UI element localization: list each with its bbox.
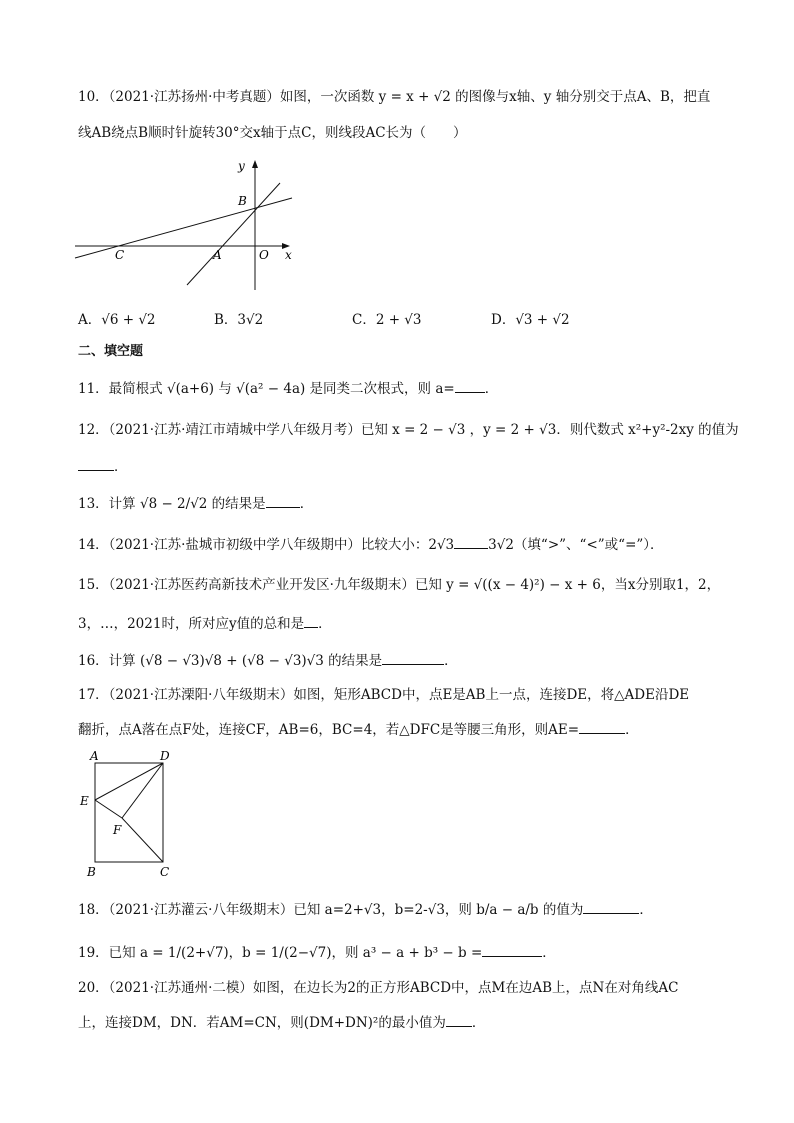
q10-fig-C: C [115,248,125,262]
q11-text: 11．最简根式 √(a+6) 与 √(a² − 4a) 是同类二次根式，则 a= [78,381,455,397]
q17-text: 翻折，点A落在点F处，连接CF，AB=6，BC=4，若△DFC是等腰三角形，则AE= [78,722,580,738]
q13-text: 13．计算 √8 − 2/√2 的结果是 [78,496,266,512]
q10-fig-O: O [259,248,269,262]
q20-tail: ． [471,1015,486,1031]
q15-line1: 15．（2021·江苏医药高新技术产业开发区·九年级期末）已知 y = √((x − 4)²) − x + 6，当x分别取1，2， [78,577,721,593]
q13 [78,494,313,513]
q10-line2: 线AB绕点B顺时针旋转30°交x轴于点C，则线段AC长为（ ） [78,125,467,141]
q15-text: 3，…，2021时，所对应y值的总和是 [78,616,305,632]
q20-line1: 20．（2021·江苏通州·二模）如图，在边长为2的正方形ABCD中，点M在边AB上，点N在对角线AC [78,980,679,996]
q10-fig-x: x [285,248,292,262]
q14-blank [454,535,488,549]
q20-text: 上，连接DM，DN．若AM=CN，则(DM+DN)²的最小值为 [78,1015,446,1031]
q12-tail: ． [114,459,128,475]
q19-text: 19．已知 a = 1/(2+√7)，b = 1/(2−√7)，则 a³ − a + b³ − b = [78,945,483,961]
q19-blank [482,943,542,957]
q14 [78,535,664,554]
q10-option-b: B．3√2 [214,312,264,328]
q16-blank [382,651,444,665]
q17-line2 [78,720,639,739]
q18-text: 18．（2021·江苏灌云·八年级期末）已知 a=2+√3，b=2-√3，则 b/a − a/b 的值为 [78,902,584,918]
q17-fig-A: A [90,749,99,763]
q16 [78,651,458,670]
q11-blank [455,379,485,393]
q12-blank [78,457,114,471]
q18-tail: ． [639,902,653,918]
q11-tail: ． [484,381,499,397]
q10-fig-y: y [238,159,245,173]
q17-blank [579,720,625,734]
q15-blank [304,614,318,628]
q14-text: 14．（2021·江苏·盐城市初级中学八年级期中）比较大小：2√3 [78,537,455,553]
q19-tail: ． [542,945,556,961]
q10-option-c: C．2 + √3 [352,312,422,328]
q15-line2 [78,614,332,633]
q17-fig-B: B [87,865,96,879]
q17-fig-F: F [113,823,122,837]
q20-line2 [78,1013,485,1032]
q13-blank [266,494,300,508]
q18-blank [583,900,639,914]
q19 [78,943,556,962]
q12-line1: 12．（2021·江苏·靖江市靖城中学八年级月考）已知 x = 2 − √3 ，y = 2 + √3．则代数式 x²+y²-2xy 的值为 [78,422,739,438]
q10-figure [70,155,300,295]
q20-blank [446,1013,472,1027]
q17-tail: ． [625,722,639,738]
q11 [78,379,498,398]
section-heading: 二、填空题 [78,344,144,359]
q14-tail: 3√2（填“>”、“<”或“=”）． [488,537,664,553]
q13-tail: ． [299,496,314,512]
q18 [78,900,653,919]
q17-fig-E: E [80,794,89,808]
q17-fig-D: D [160,749,170,763]
q10-option-d: D．√3 + √2 [491,312,570,328]
q10-fig-B: B [238,194,247,208]
q16-tail: ． [444,653,458,669]
q15-tail: ． [318,616,332,632]
q17-figure [75,748,185,880]
q17-line1: 17．（2021·江苏溧阳·八年级期末）如图，矩形ABCD中，点E是AB上一点，连接DE，将△ADE沿DE [78,687,690,703]
q10-line1: 10．（2021·江苏扬州·中考真题）如图，一次函数 y = x + √2 的图像与x轴、y 轴分别交于点A、B，把直 [78,89,711,105]
q17-fig-C: C [160,865,170,879]
q10-fig-A: A [213,248,222,262]
q16-text: 16．计算 (√8 − √3)√8 + (√8 − √3)√3 的结果是 [78,653,383,669]
q10-option-a: A．√6 + √2 [78,312,156,328]
q12-line2 [78,457,128,476]
